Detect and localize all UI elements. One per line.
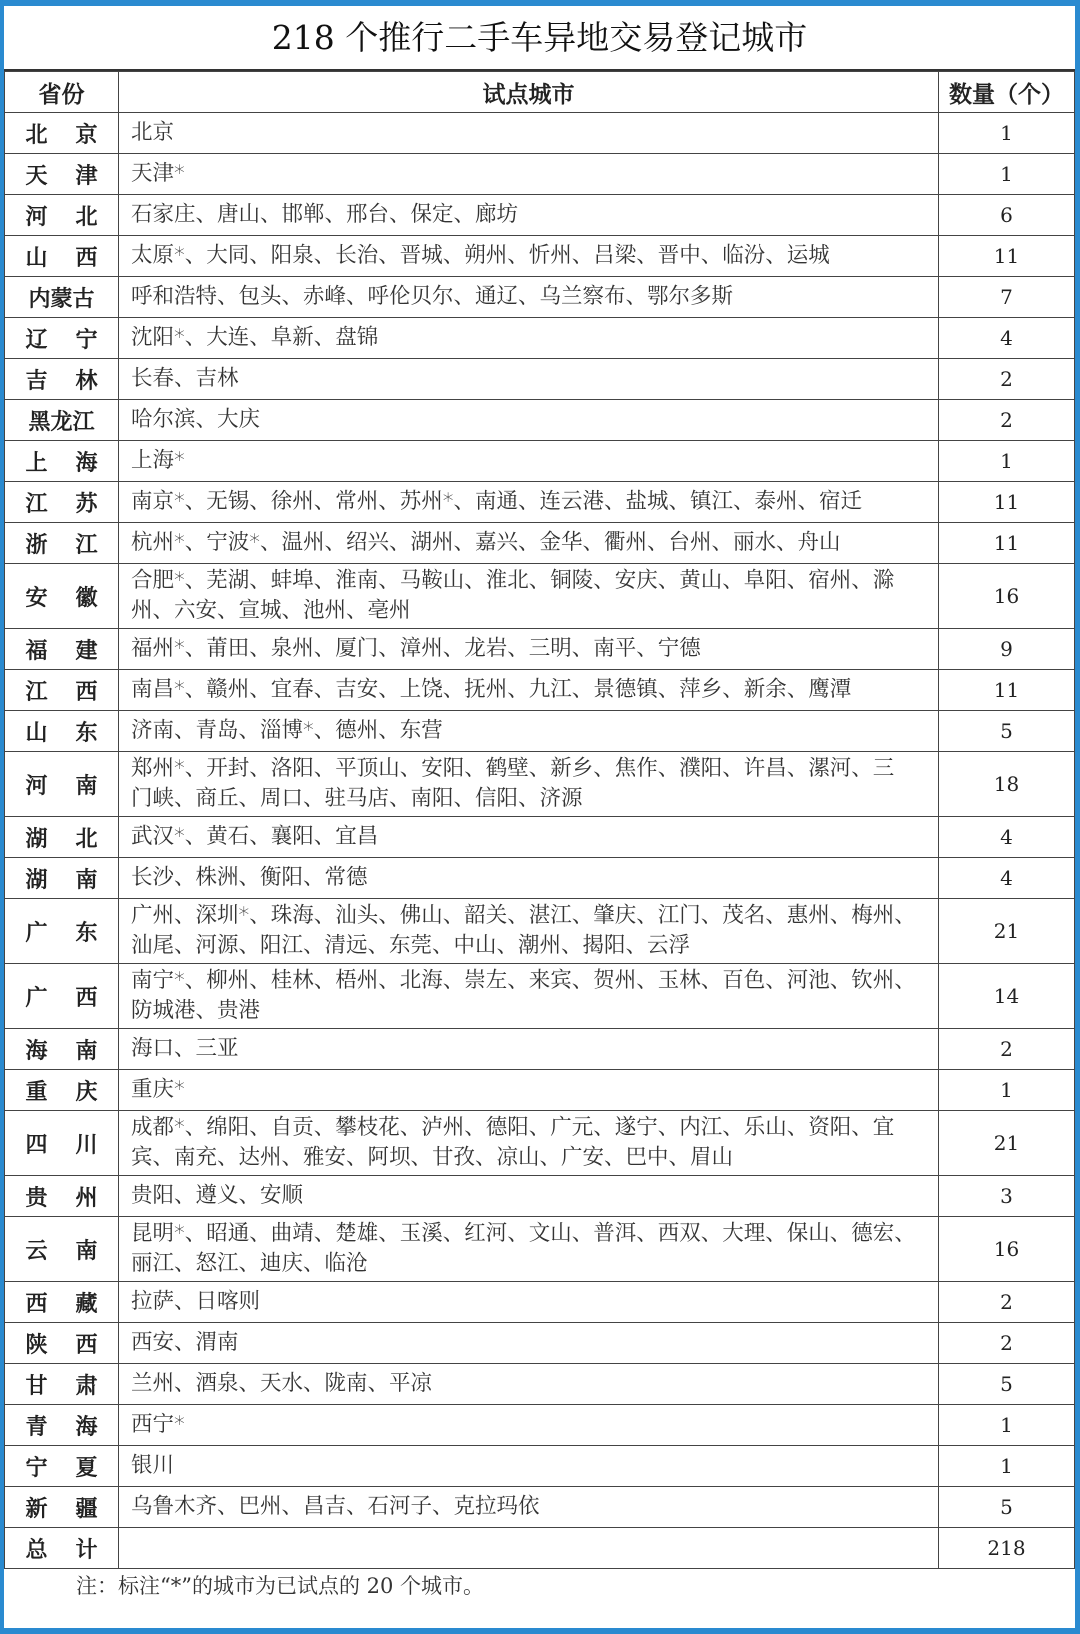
cities-line: 海口、三亚 bbox=[131, 1036, 239, 1061]
cities-line: 重庆* bbox=[131, 1077, 185, 1102]
table-row bbox=[5, 482, 1075, 523]
count-cell: 1 bbox=[939, 154, 1075, 195]
cities-cell bbox=[119, 523, 939, 564]
count-cell: 1 bbox=[939, 1405, 1075, 1446]
province-cell: 辽 宁 bbox=[5, 318, 119, 359]
cities-cell bbox=[119, 1176, 939, 1217]
province-cell: 湖 南 bbox=[5, 858, 119, 899]
cities-cell bbox=[119, 359, 939, 400]
table-row bbox=[5, 752, 1075, 817]
table-row bbox=[5, 277, 1075, 318]
table-row bbox=[5, 629, 1075, 670]
table-row bbox=[5, 236, 1075, 277]
city-table bbox=[4, 71, 1075, 1569]
table-row bbox=[5, 858, 1075, 899]
province-cell: 湖 北 bbox=[5, 817, 119, 858]
count-cell: 5 bbox=[939, 1487, 1075, 1528]
cities-line: 昆明*、昭通、曲靖、楚雄、玉溪、红河、文山、普洱、西双、大理、保山、德宏、 bbox=[131, 1221, 916, 1246]
cities-line: 南昌*、赣州、宜春、吉安、上饶、抚州、九江、景德镇、萍乡、新余、鹰潭 bbox=[131, 677, 852, 702]
province-cell: 青 海 bbox=[5, 1405, 119, 1446]
table-row bbox=[5, 1405, 1075, 1446]
cities-line: 银川 bbox=[131, 1453, 175, 1478]
table-row bbox=[5, 359, 1075, 400]
table-row bbox=[5, 1111, 1075, 1176]
cities-cell bbox=[119, 154, 939, 195]
cities-line: 贵阳、遵义、安顺 bbox=[131, 1183, 304, 1208]
count-cell: 7 bbox=[939, 277, 1075, 318]
table-row bbox=[5, 1487, 1075, 1528]
cities-cell bbox=[119, 629, 939, 670]
cities-line: 沈阳*、大连、阜新、盘锦 bbox=[131, 325, 379, 350]
count-cell: 21 bbox=[939, 1111, 1075, 1176]
cities-cell bbox=[119, 1323, 939, 1364]
cities-cell bbox=[119, 1029, 939, 1070]
province-cell: 四 川 bbox=[5, 1111, 119, 1176]
cities-line: 北京 bbox=[131, 120, 175, 145]
table-row bbox=[5, 1029, 1075, 1070]
cities-line: 拉萨、日喀则 bbox=[131, 1289, 261, 1314]
total-label: 总 计 bbox=[5, 1528, 119, 1569]
cities-cell bbox=[119, 1111, 939, 1176]
cities-line: 杭州*、宁波*、温州、绍兴、湖州、嘉兴、金华、衢州、台州、丽水、舟山 bbox=[131, 530, 841, 555]
header-province: 省份 bbox=[5, 72, 119, 113]
province-cell: 新 疆 bbox=[5, 1487, 119, 1528]
province-cell: 河 北 bbox=[5, 195, 119, 236]
table-row bbox=[5, 154, 1075, 195]
province-cell: 宁 夏 bbox=[5, 1446, 119, 1487]
cities-cell bbox=[119, 711, 939, 752]
cities-line: 长春、吉林 bbox=[131, 366, 239, 391]
cities-cell bbox=[119, 236, 939, 277]
province-cell: 云 南 bbox=[5, 1217, 119, 1282]
cities-line: 福州*、莆田、泉州、厦门、漳州、龙岩、三明、南平、宁德 bbox=[131, 636, 701, 661]
province-cell: 浙 江 bbox=[5, 523, 119, 564]
count-cell: 11 bbox=[939, 236, 1075, 277]
cities-cell bbox=[119, 858, 939, 899]
province-cell: 贵 州 bbox=[5, 1176, 119, 1217]
province-cell: 甘 肃 bbox=[5, 1364, 119, 1405]
count-cell: 2 bbox=[939, 359, 1075, 400]
cities-line: 乌鲁木齐、巴州、昌吉、石河子、克拉玛依 bbox=[131, 1494, 540, 1519]
cities-cell bbox=[119, 195, 939, 236]
table-row bbox=[5, 1323, 1075, 1364]
count-cell: 4 bbox=[939, 817, 1075, 858]
table-row bbox=[5, 564, 1075, 629]
cities-cell bbox=[119, 1405, 939, 1446]
cities-line: 哈尔滨、大庆 bbox=[131, 407, 261, 432]
count-cell: 14 bbox=[939, 964, 1075, 1029]
count-cell: 9 bbox=[939, 629, 1075, 670]
count-cell: 2 bbox=[939, 1282, 1075, 1323]
cities-cell bbox=[119, 1364, 939, 1405]
cities-cell bbox=[119, 113, 939, 154]
count-cell: 4 bbox=[939, 318, 1075, 359]
cities-line: 武汉*、黄石、襄阳、宜昌 bbox=[131, 824, 379, 849]
cities-line: 太原*、大同、阳泉、长治、晋城、朔州、忻州、吕梁、晋中、临汾、运城 bbox=[131, 243, 830, 268]
count-cell: 2 bbox=[939, 1323, 1075, 1364]
table-row bbox=[5, 400, 1075, 441]
cities-cell bbox=[119, 1446, 939, 1487]
province-cell: 黑龙江 bbox=[5, 400, 119, 441]
province-cell: 海 南 bbox=[5, 1029, 119, 1070]
cities-cell bbox=[119, 277, 939, 318]
count-cell: 16 bbox=[939, 1217, 1075, 1282]
cities-cell bbox=[119, 318, 939, 359]
table-row bbox=[5, 1070, 1075, 1111]
header-cities: 试点城市 bbox=[119, 72, 939, 113]
header-count: 数量（个） bbox=[939, 72, 1075, 113]
province-cell: 内蒙古 bbox=[5, 277, 119, 318]
table-row bbox=[5, 1217, 1075, 1282]
count-cell: 11 bbox=[939, 670, 1075, 711]
total-count: 218 bbox=[939, 1528, 1075, 1569]
cities-line: 济南、青岛、淄博*、德州、东营 bbox=[131, 718, 443, 743]
province-cell: 河 南 bbox=[5, 752, 119, 817]
table-row bbox=[5, 195, 1075, 236]
cities-line: 合肥*、芜湖、蚌埠、淮南、马鞍山、淮北、铜陵、安庆、黄山、阜阳、宿州、滁 bbox=[131, 568, 895, 593]
cities-cell bbox=[119, 1487, 939, 1528]
cities-line: 南京*、无锡、徐州、常州、苏州*、南通、连云港、盐城、镇江、泰州、宿迁 bbox=[131, 489, 863, 514]
province-cell: 江 苏 bbox=[5, 482, 119, 523]
cities-cell bbox=[119, 441, 939, 482]
table-row bbox=[5, 817, 1075, 858]
document-sheet bbox=[4, 6, 1075, 1628]
cities-cell bbox=[119, 564, 939, 629]
count-cell: 11 bbox=[939, 482, 1075, 523]
table-row bbox=[5, 1446, 1075, 1487]
count-cell: 21 bbox=[939, 899, 1075, 964]
table-row bbox=[5, 113, 1075, 154]
table-row bbox=[5, 318, 1075, 359]
province-cell: 江 西 bbox=[5, 670, 119, 711]
total-row bbox=[5, 1528, 1075, 1569]
cities-line: 广州、深圳*、珠海、汕头、佛山、韶关、湛江、肇庆、江门、茂名、惠州、梅州、 bbox=[131, 903, 916, 928]
count-cell: 5 bbox=[939, 711, 1075, 752]
province-cell: 天 津 bbox=[5, 154, 119, 195]
table-row bbox=[5, 711, 1075, 752]
table-row bbox=[5, 1176, 1075, 1217]
province-cell: 西 藏 bbox=[5, 1282, 119, 1323]
cities-cell bbox=[119, 482, 939, 523]
cities-line: 汕尾、河源、阳江、清远、东莞、中山、潮州、揭阳、云浮 bbox=[131, 933, 691, 958]
count-cell: 1 bbox=[939, 113, 1075, 154]
table-row bbox=[5, 670, 1075, 711]
province-cell: 广 西 bbox=[5, 964, 119, 1029]
province-cell: 广 东 bbox=[5, 899, 119, 964]
count-cell: 11 bbox=[939, 523, 1075, 564]
cities-line: 西宁* bbox=[131, 1412, 185, 1437]
province-cell: 安 徽 bbox=[5, 564, 119, 629]
cities-line: 天津* bbox=[131, 161, 185, 186]
cities-cell bbox=[119, 817, 939, 858]
cities-cell bbox=[119, 964, 939, 1029]
count-cell: 4 bbox=[939, 858, 1075, 899]
count-cell: 2 bbox=[939, 1029, 1075, 1070]
table-row bbox=[5, 441, 1075, 482]
province-cell: 上 海 bbox=[5, 441, 119, 482]
cities-line: 长沙、株洲、衡阳、常德 bbox=[131, 865, 368, 890]
footnote: 注：标注“*”的城市为已试点的 20 个城市。 bbox=[76, 1574, 485, 1598]
cities-line: 石家庄、唐山、邯郸、邢台、保定、廊坊 bbox=[131, 202, 519, 227]
cities-cell bbox=[119, 752, 939, 817]
cities-line: 宾、南充、达州、雅安、阿坝、甘孜、凉山、广安、巴中、眉山 bbox=[131, 1145, 734, 1170]
table-row bbox=[5, 964, 1075, 1029]
table-row bbox=[5, 1282, 1075, 1323]
table-header-row bbox=[5, 72, 1075, 113]
cities-line: 南宁*、柳州、桂林、梧州、北海、崇左、来宾、贺州、玉林、百色、河池、钦州、 bbox=[131, 968, 916, 993]
cities-cell bbox=[119, 899, 939, 964]
count-cell: 18 bbox=[939, 752, 1075, 817]
cities-line: 呼和浩特、包头、赤峰、呼伦贝尔、通辽、乌兰察布、鄂尔多斯 bbox=[131, 284, 734, 309]
cities-line: 兰州、酒泉、天水、陇南、平凉 bbox=[131, 1371, 433, 1396]
cities-cell bbox=[119, 670, 939, 711]
cities-line: 上海* bbox=[131, 448, 185, 473]
count-cell: 3 bbox=[939, 1176, 1075, 1217]
table-row bbox=[5, 899, 1075, 964]
count-cell: 1 bbox=[939, 441, 1075, 482]
count-cell: 5 bbox=[939, 1364, 1075, 1405]
cities-line: 丽江、怒江、迪庆、临沧 bbox=[131, 1251, 368, 1276]
cities-line: 防城港、贵港 bbox=[131, 998, 261, 1023]
total-cities-empty bbox=[119, 1528, 939, 1569]
cities-line: 门峡、商丘、周口、驻马店、南阳、信阳、济源 bbox=[131, 786, 583, 811]
cities-line: 西安、渭南 bbox=[131, 1330, 239, 1355]
count-cell: 6 bbox=[939, 195, 1075, 236]
table-row bbox=[5, 523, 1075, 564]
count-cell: 16 bbox=[939, 564, 1075, 629]
cities-line: 郑州*、开封、洛阳、平顶山、安阳、鹤壁、新乡、焦作、濮阳、许昌、漯河、三 bbox=[131, 756, 895, 781]
count-cell: 1 bbox=[939, 1446, 1075, 1487]
cities-cell bbox=[119, 1217, 939, 1282]
cities-cell bbox=[119, 400, 939, 441]
province-cell: 陕 西 bbox=[5, 1323, 119, 1364]
cities-cell bbox=[119, 1282, 939, 1323]
page-title: 218 个推行二手车异地交易登记城市 bbox=[4, 6, 1075, 71]
province-cell: 重 庆 bbox=[5, 1070, 119, 1111]
province-cell: 福 建 bbox=[5, 629, 119, 670]
cities-line: 州、六安、宣城、池州、亳州 bbox=[131, 598, 411, 623]
province-cell: 山 东 bbox=[5, 711, 119, 752]
province-cell: 北 京 bbox=[5, 113, 119, 154]
province-cell: 山 西 bbox=[5, 236, 119, 277]
cities-cell bbox=[119, 1070, 939, 1111]
table-row bbox=[5, 1364, 1075, 1405]
province-cell: 吉 林 bbox=[5, 359, 119, 400]
cities-line: 成都*、绵阳、自贡、攀枝花、泸州、德阳、广元、遂宁、内江、乐山、资阳、宜 bbox=[131, 1115, 895, 1140]
count-cell: 1 bbox=[939, 1070, 1075, 1111]
count-cell: 2 bbox=[939, 400, 1075, 441]
